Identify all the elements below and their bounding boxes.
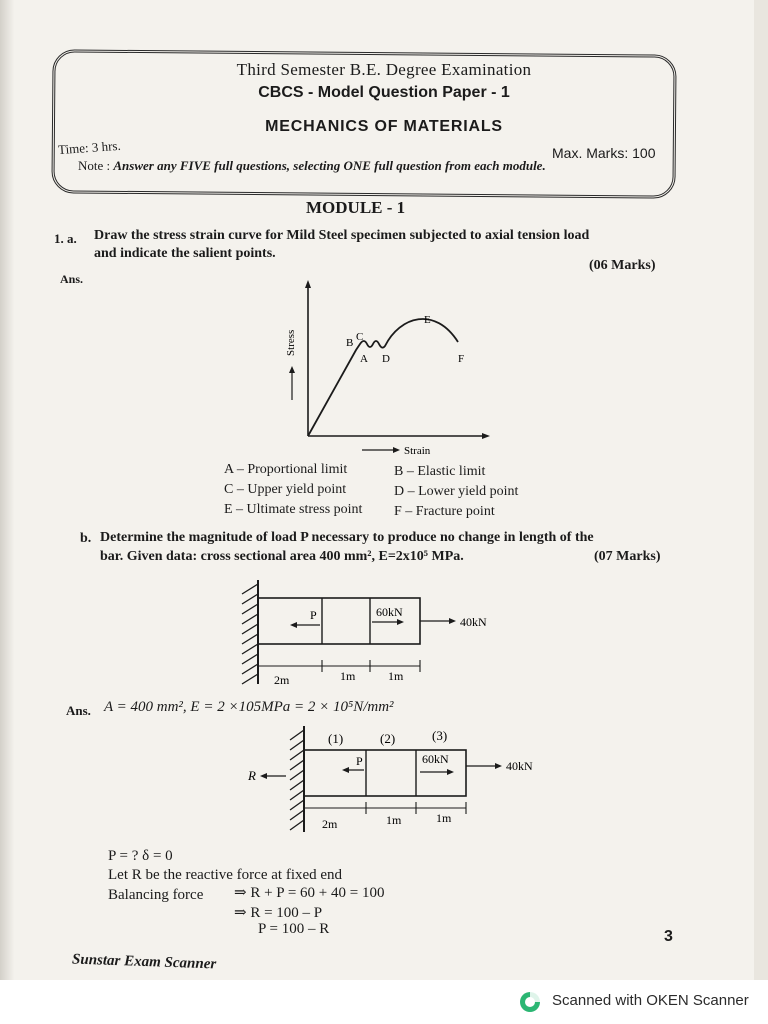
note-text: Answer any FIVE full questions, selecting ONE full question from each module. [113,158,546,173]
load-40-label-2: 40kN [506,759,533,773]
load-40-label: 40kN [460,615,487,629]
length2-2: 1m [386,813,402,827]
legend-b: B – Elastic limit [394,464,486,479]
point-label-e: E [424,314,431,326]
publisher-logo-text: Sunstar Exam Scanner [71,951,217,973]
load-60-label-2: 60kN [422,752,449,766]
bar-diagram-1 [228,574,528,694]
length-3: 1m [388,669,404,683]
p-label-2: P [356,754,363,768]
scanner-caption: Scanned with OKEN Scanner [552,992,749,1009]
max-marks: Max. Marks: 100 [552,145,656,161]
stress-label: Stress [285,329,297,356]
point-label-f: F [458,353,465,365]
work-line-2: Let R be the reactive force at fixed end [108,867,343,883]
load-60-arrowhead [397,619,404,625]
work-line-5: ⇒ R = 100 – P [234,905,323,921]
work-line-6: P = 100 – R [258,921,330,937]
q1b-marks: (07 Marks) [594,549,661,564]
section-1-label: (1) [328,731,344,746]
legend-e: E – Ultimate stress point [224,502,363,517]
stress-axis-arrow [305,280,311,288]
work-line-4: ⇒ R + P = 60 + 40 = 100 [234,885,385,901]
subject-title: MECHANICS OF MATERIALS [265,118,503,135]
q1a-marks: (06 Marks) [589,258,656,273]
strain-label-arrowhead [393,447,400,453]
module-heading: MODULE - 1 [306,198,406,217]
q1b-ans-line: A = 400 mm², E = 2 ×105MPa = 2 × 10⁵N/mm² [104,699,394,715]
bar-diagram-2 [240,722,560,838]
legend-c: C – Upper yield point [224,482,347,497]
stress-strain-curve [308,319,458,436]
stress-strain-graph [270,278,500,463]
point-label-b: B [346,337,354,349]
point-label-c: C [356,331,364,343]
page-edge [0,0,14,1024]
section-3-label: (3) [432,728,448,743]
p-arrowhead [290,622,297,628]
q1b-number: b. [80,531,92,546]
load-40-arrowhead-2 [495,763,502,769]
note-prefix: Note : [78,158,111,173]
length-1: 2m [274,673,290,687]
load-40-arrowhead [449,618,456,624]
legend-f: F – Fracture point [394,504,495,519]
reaction-arrowhead [260,773,267,779]
stress-label-arrowhead [289,366,295,373]
strain-axis-arrow [482,433,490,439]
q1b-ans-label: Ans. [66,703,91,718]
strain-label: Strain [404,445,431,457]
note-line [78,158,546,174]
q1b-line1: Determine the magnitude of load P necessary to produce no change in length of the [100,530,594,545]
length2-1: 2m [322,817,338,831]
work-line-1: P = ? δ = 0 [108,848,173,864]
wall-hatching-2 [290,730,304,830]
work-line-3: Balancing force [108,887,204,903]
point-label-a: A [360,353,368,365]
reaction-label: R [248,768,256,783]
time-label: Time: 3 hrs. [57,137,122,158]
q1b-line2: bar. Given data: cross sectional area 400 mm², E=2x10⁵ MPa. [100,549,464,564]
q1a-ans-label: Ans. [60,272,84,286]
exam-title: Third Semester B.E. Degree Examination [236,60,532,79]
length2-3: 1m [436,811,452,825]
q1a-line1: Draw the stress strain curve for Mild Steel specimen subjected to axial tension load [94,228,590,243]
q1a-line2: and indicate the salient points. [94,246,276,261]
q1a-number: 1. a. [54,231,77,246]
length-2: 1m [340,669,356,683]
p-arrowhead-2 [342,767,349,773]
load-60-arrowhead-2 [447,769,454,775]
p-label: P [310,608,317,622]
legend-a: A – Proportional limit [224,462,348,477]
section-2-label: (2) [380,731,396,746]
page-number: 3 [664,928,673,945]
paper-title: CBCS - Model Question Paper - 1 [258,84,510,101]
point-label-d: D [382,353,390,365]
load-60-label: 60kN [376,605,403,619]
legend-d: D – Lower yield point [394,484,519,499]
oken-scanner-icon [518,990,542,1014]
wall-hatching [242,584,258,684]
